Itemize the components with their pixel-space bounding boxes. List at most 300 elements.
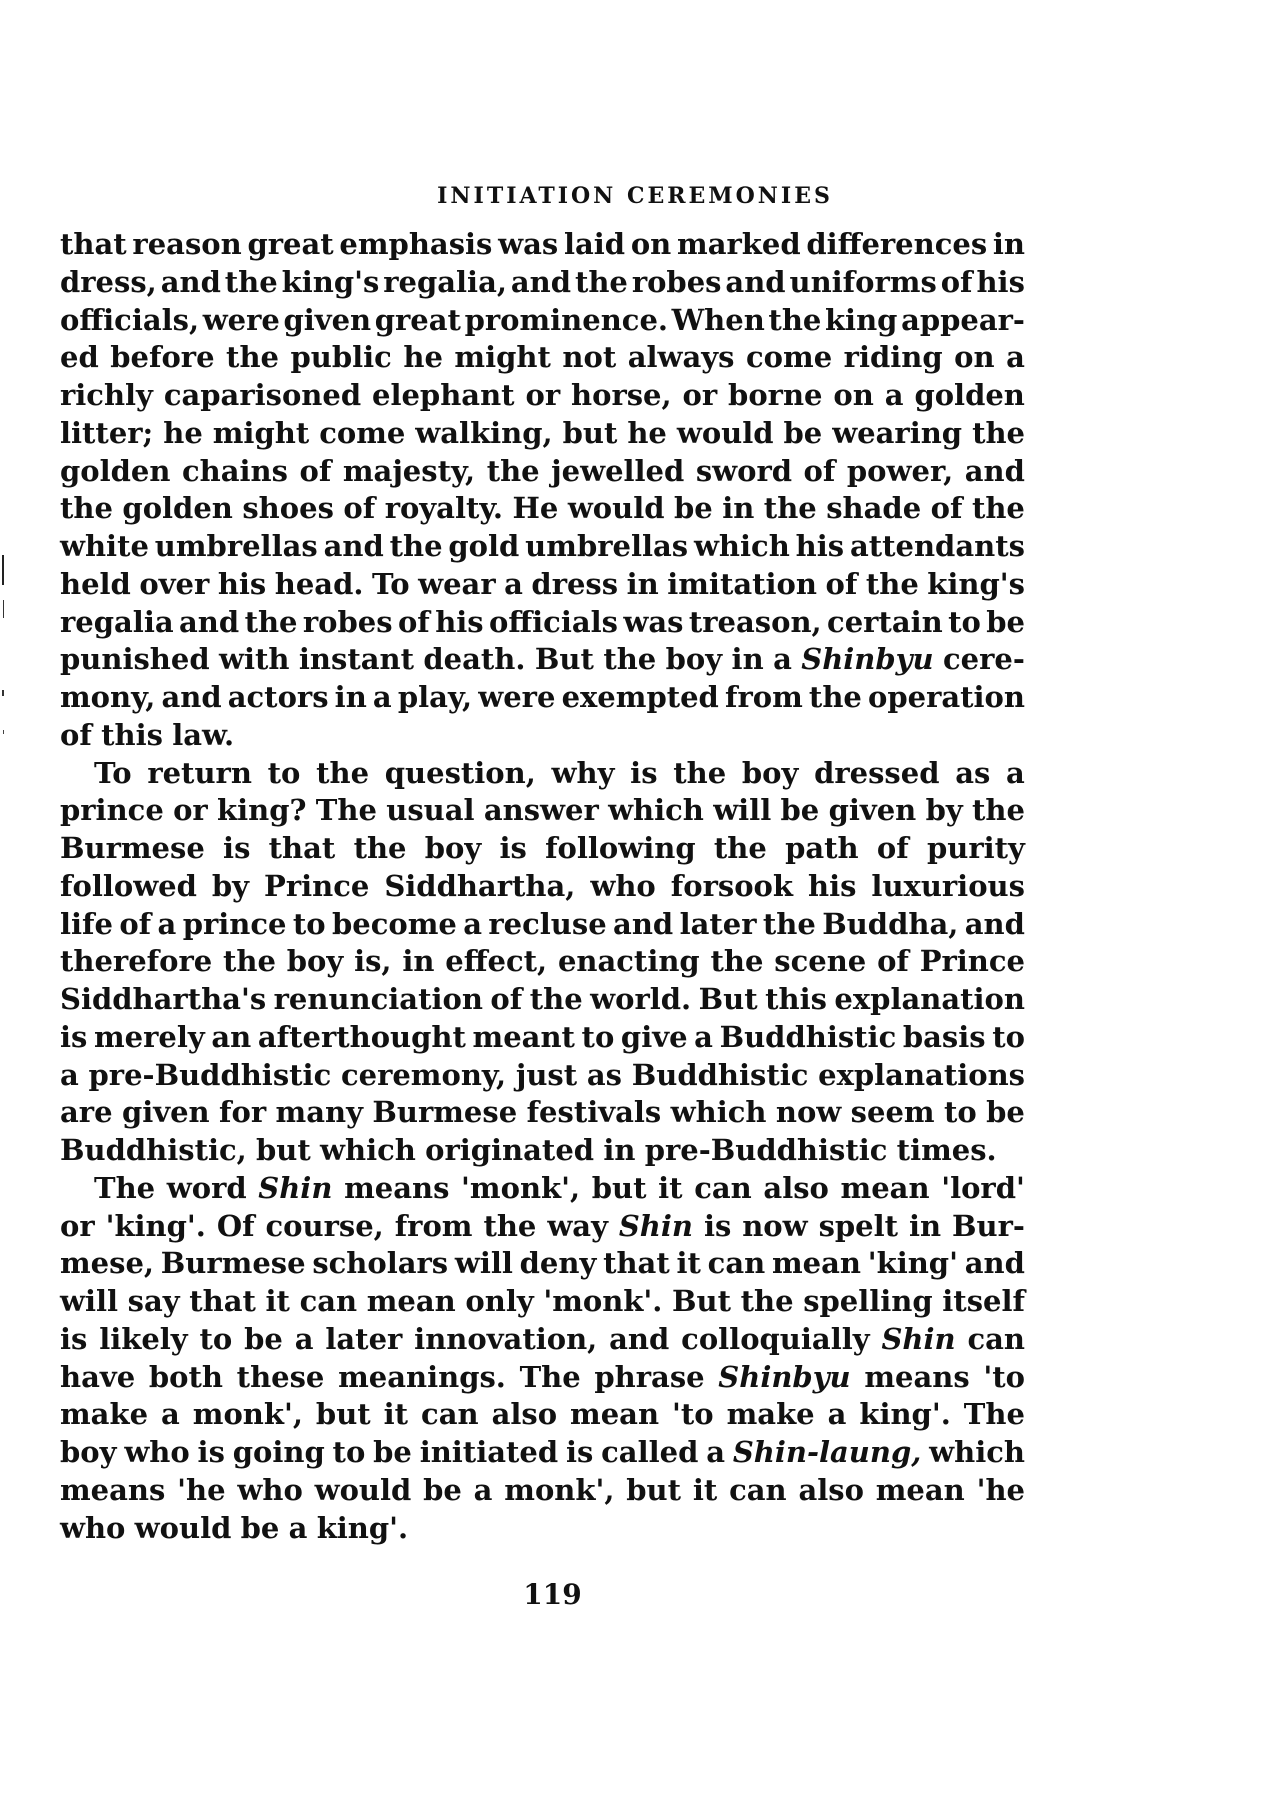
word: forsook bbox=[670, 868, 793, 903]
word: or bbox=[60, 1208, 95, 1243]
word: is bbox=[703, 1208, 732, 1243]
word: spelt bbox=[818, 1208, 899, 1243]
word: who bbox=[60, 1510, 126, 1545]
word: horse, bbox=[571, 378, 672, 412]
word: is bbox=[499, 831, 527, 865]
word: will bbox=[60, 1284, 119, 1318]
word: way bbox=[547, 1208, 608, 1243]
word: wearing bbox=[832, 415, 963, 450]
running-head: INITIATION CEREMONIES bbox=[437, 183, 833, 209]
word: is bbox=[565, 1435, 594, 1469]
word: with bbox=[219, 642, 290, 677]
word: is bbox=[630, 755, 658, 790]
word: 'monk'. bbox=[543, 1284, 663, 1318]
word: be bbox=[244, 1321, 283, 1356]
word: that bbox=[603, 1246, 670, 1281]
word: a bbox=[773, 642, 792, 677]
word: differences bbox=[806, 227, 988, 261]
word: in bbox=[908, 1208, 942, 1243]
text-line bbox=[60, 755, 1025, 793]
word: given bbox=[283, 302, 372, 337]
word: mean bbox=[570, 1397, 660, 1432]
word: imitation bbox=[667, 566, 817, 601]
word: a bbox=[288, 1510, 308, 1545]
word: by bbox=[211, 868, 250, 903]
text-line bbox=[60, 604, 1025, 642]
word: Buddhistic, bbox=[60, 1133, 247, 1167]
word: sword bbox=[695, 453, 793, 488]
word: have bbox=[60, 1359, 136, 1394]
word: make bbox=[726, 1397, 815, 1432]
word: also bbox=[798, 1472, 864, 1507]
word: be bbox=[783, 415, 823, 450]
word: be bbox=[673, 491, 713, 526]
word: in bbox=[722, 491, 755, 526]
word: always bbox=[627, 340, 735, 375]
word: power, bbox=[846, 453, 954, 488]
word: innovation, bbox=[414, 1321, 598, 1356]
word: a bbox=[827, 1397, 847, 1432]
word: also bbox=[491, 1397, 558, 1432]
text-line bbox=[60, 1208, 1025, 1246]
word: umbrellas bbox=[525, 529, 689, 563]
word: richly bbox=[60, 378, 153, 412]
word: 'he bbox=[177, 1472, 226, 1507]
word: originated bbox=[425, 1133, 595, 1167]
word: purity bbox=[926, 831, 1025, 865]
word: was bbox=[623, 604, 684, 639]
word: times. bbox=[896, 1133, 997, 1167]
word: the bbox=[865, 566, 919, 601]
word: in bbox=[402, 944, 435, 979]
word: white bbox=[60, 529, 149, 563]
word: therefore bbox=[60, 944, 213, 979]
word: a bbox=[372, 680, 392, 714]
word: appear- bbox=[901, 302, 1025, 337]
word: prince bbox=[182, 906, 287, 941]
word: play, bbox=[397, 680, 473, 714]
word: 'king' bbox=[867, 1246, 958, 1281]
word: to bbox=[581, 1019, 615, 1054]
word: now bbox=[742, 1208, 808, 1243]
word: boy bbox=[286, 944, 344, 979]
word: would bbox=[134, 1510, 232, 1545]
word: and bbox=[964, 906, 1025, 941]
word: king'. bbox=[316, 1510, 409, 1545]
word: of bbox=[60, 717, 92, 752]
word: recluse bbox=[488, 906, 607, 941]
word: the bbox=[389, 529, 443, 563]
word: his bbox=[435, 604, 484, 639]
text-line bbox=[60, 906, 1025, 944]
text-line bbox=[60, 792, 1025, 830]
word: of bbox=[119, 906, 152, 941]
word: Buddha, bbox=[822, 906, 959, 941]
word: this bbox=[101, 717, 163, 752]
word: of bbox=[299, 453, 332, 488]
word: robes bbox=[302, 604, 393, 639]
word: which bbox=[693, 529, 790, 563]
word: was bbox=[498, 227, 559, 261]
word: or bbox=[682, 378, 718, 412]
word: and bbox=[609, 1321, 670, 1356]
word: usual bbox=[386, 793, 475, 828]
word: can bbox=[299, 1284, 358, 1318]
word: and bbox=[613, 906, 674, 941]
word: would bbox=[314, 1472, 412, 1507]
word: 'king'. bbox=[105, 1208, 206, 1243]
word: give bbox=[620, 1019, 688, 1054]
word: death. bbox=[423, 642, 526, 677]
word: return bbox=[147, 755, 252, 790]
word: a bbox=[463, 906, 483, 941]
text-line bbox=[60, 679, 1025, 717]
word: or bbox=[525, 378, 561, 412]
word: were bbox=[202, 302, 280, 337]
word: golden bbox=[122, 491, 233, 526]
word: a bbox=[294, 1321, 314, 1356]
word: golden bbox=[60, 453, 171, 488]
text-line bbox=[60, 1057, 1025, 1095]
word: is bbox=[197, 1435, 225, 1469]
word: mean bbox=[875, 1472, 965, 1507]
word: likely bbox=[99, 1321, 188, 1356]
word: as bbox=[586, 1057, 622, 1092]
word: going bbox=[232, 1435, 325, 1469]
word: But bbox=[672, 1284, 731, 1318]
word: explanations bbox=[818, 1057, 1025, 1092]
word: scholars bbox=[312, 1246, 449, 1281]
word: But bbox=[698, 982, 758, 1016]
word: dress, bbox=[60, 264, 157, 299]
word: from bbox=[724, 680, 803, 714]
word: monk', bbox=[504, 1472, 615, 1507]
word: Burmese bbox=[160, 1246, 306, 1281]
word: itself bbox=[942, 1284, 1025, 1318]
word: it bbox=[676, 1246, 701, 1281]
word: great bbox=[374, 302, 461, 337]
word: to bbox=[948, 604, 981, 639]
word: jewelled bbox=[551, 453, 685, 488]
word: on bbox=[833, 378, 874, 412]
word: it bbox=[658, 1170, 683, 1205]
word: a bbox=[473, 1472, 493, 1507]
word: boy bbox=[60, 1435, 117, 1469]
word: it bbox=[383, 1397, 409, 1432]
word: reason bbox=[132, 227, 242, 261]
word: but bbox=[591, 1170, 647, 1205]
word: also bbox=[763, 1170, 829, 1205]
word: but bbox=[562, 415, 618, 450]
text-line bbox=[60, 1245, 1025, 1283]
text-line bbox=[60, 226, 1025, 264]
word: The bbox=[519, 1359, 581, 1394]
word: answer bbox=[483, 793, 599, 828]
text-line bbox=[60, 1359, 1025, 1397]
text-line bbox=[60, 566, 1025, 604]
word: make bbox=[60, 1397, 149, 1432]
word: his bbox=[217, 566, 267, 601]
word: over bbox=[139, 566, 210, 601]
word: is bbox=[223, 831, 251, 865]
word: both bbox=[148, 1359, 223, 1394]
word: prince bbox=[60, 793, 164, 828]
word: by bbox=[925, 793, 963, 828]
word: regalia, bbox=[383, 264, 507, 299]
word: public bbox=[290, 340, 392, 375]
word: a bbox=[161, 1397, 180, 1432]
word: head. bbox=[274, 566, 364, 601]
text-line bbox=[60, 1170, 1025, 1208]
text-line bbox=[60, 943, 1025, 981]
word: path bbox=[785, 831, 859, 865]
text-line bbox=[60, 1396, 1025, 1434]
word: who bbox=[124, 1435, 190, 1469]
word: the bbox=[768, 302, 822, 337]
text-line bbox=[60, 528, 1025, 566]
word: of bbox=[490, 982, 523, 1016]
word: his bbox=[807, 868, 857, 903]
word: not bbox=[562, 340, 617, 375]
word: can bbox=[967, 1321, 1025, 1356]
word: that bbox=[189, 1284, 256, 1318]
word: certain bbox=[827, 604, 943, 639]
word: who bbox=[237, 1472, 303, 1507]
word: the bbox=[224, 264, 278, 299]
text-line bbox=[60, 377, 1025, 415]
word: the bbox=[60, 491, 113, 526]
word: come bbox=[319, 415, 406, 450]
word: instant bbox=[298, 642, 414, 677]
word: umbrellas bbox=[154, 529, 318, 563]
word: a bbox=[706, 1435, 725, 1469]
word: monk', bbox=[192, 1397, 303, 1432]
word: his bbox=[795, 529, 845, 563]
word: mean bbox=[366, 1284, 456, 1318]
word: is bbox=[60, 1019, 88, 1054]
word: boy bbox=[424, 831, 482, 865]
word: law. bbox=[172, 717, 235, 752]
word: of bbox=[343, 491, 376, 526]
text-line bbox=[60, 264, 1025, 302]
word: 'to bbox=[983, 1359, 1025, 1394]
word: a bbox=[504, 566, 523, 601]
word: and bbox=[964, 1246, 1025, 1281]
word: are bbox=[60, 1095, 113, 1130]
word: Shin bbox=[618, 1208, 693, 1243]
word: can bbox=[729, 1472, 787, 1507]
page-number: 119 bbox=[523, 1578, 582, 1611]
text-line bbox=[60, 868, 1025, 906]
word: a bbox=[694, 1019, 713, 1054]
word: will bbox=[454, 1246, 513, 1281]
word: of bbox=[940, 264, 973, 299]
text-line bbox=[60, 415, 1025, 453]
word: that bbox=[60, 227, 127, 261]
word: Of bbox=[216, 1208, 255, 1243]
word: the bbox=[713, 831, 767, 865]
word: he bbox=[163, 415, 203, 450]
word: many bbox=[275, 1095, 363, 1130]
word: a bbox=[1006, 340, 1025, 375]
word: on bbox=[954, 340, 995, 375]
word: be bbox=[373, 1435, 412, 1469]
word: he bbox=[403, 340, 443, 375]
word: be bbox=[240, 1510, 280, 1545]
word: a bbox=[884, 378, 904, 412]
word: The bbox=[963, 1397, 1025, 1432]
word: he bbox=[627, 415, 667, 450]
word: is, bbox=[354, 944, 392, 979]
word: can bbox=[421, 1397, 479, 1432]
word: the bbox=[529, 982, 583, 1016]
word: Buddhistic bbox=[631, 1057, 809, 1092]
scan-edge-specks bbox=[0, 0, 10, 1800]
word: mony, bbox=[60, 680, 156, 714]
word: But bbox=[534, 642, 594, 677]
word: means bbox=[344, 1170, 450, 1205]
word: mean bbox=[840, 1170, 930, 1205]
word: to bbox=[267, 755, 301, 790]
word: walking, bbox=[415, 415, 553, 450]
word: just bbox=[515, 1057, 578, 1092]
word: from bbox=[394, 1208, 473, 1243]
word: attendants bbox=[849, 529, 1025, 563]
word: the bbox=[763, 491, 817, 526]
word: the bbox=[808, 680, 862, 714]
word: in bbox=[603, 1133, 636, 1167]
word: of bbox=[877, 944, 909, 979]
word: an bbox=[211, 1019, 252, 1054]
word: to bbox=[944, 1095, 977, 1130]
word: of bbox=[397, 604, 430, 639]
text-line bbox=[60, 1283, 1025, 1321]
body-text bbox=[60, 226, 1025, 1547]
word: and bbox=[510, 264, 572, 299]
word: the bbox=[483, 1208, 537, 1243]
word: but bbox=[315, 1397, 371, 1432]
text-line bbox=[60, 1019, 1025, 1057]
word: say bbox=[127, 1284, 180, 1318]
word: 'he bbox=[976, 1472, 1025, 1507]
word: following bbox=[545, 831, 696, 865]
word: wear bbox=[418, 566, 496, 601]
word: actors bbox=[227, 680, 329, 714]
word: the bbox=[244, 604, 298, 639]
word: now bbox=[775, 1095, 842, 1130]
word: it bbox=[692, 1472, 718, 1507]
word: in bbox=[731, 642, 764, 677]
word: king's bbox=[927, 566, 1025, 601]
text-line bbox=[60, 641, 1025, 679]
word: boy bbox=[665, 642, 723, 677]
word: initiated bbox=[419, 1435, 559, 1469]
word: cere- bbox=[943, 642, 1025, 677]
word: Prince bbox=[919, 944, 1025, 979]
word: prominence. bbox=[464, 302, 668, 337]
word: and bbox=[160, 264, 221, 299]
word: would bbox=[676, 415, 774, 450]
word: why bbox=[551, 755, 615, 790]
word: king's bbox=[281, 264, 380, 299]
word: but bbox=[256, 1133, 311, 1167]
word: majesty, bbox=[342, 453, 476, 488]
word: means bbox=[864, 1359, 970, 1394]
word: before bbox=[110, 340, 215, 375]
word: the bbox=[486, 453, 540, 488]
word: the bbox=[574, 264, 628, 299]
text-line bbox=[60, 302, 1025, 340]
word: the bbox=[226, 340, 279, 375]
word: golden bbox=[914, 378, 1025, 412]
word: question, bbox=[384, 755, 536, 790]
word: for bbox=[219, 1095, 267, 1130]
word: to bbox=[992, 1019, 1025, 1054]
word: of bbox=[803, 453, 836, 488]
word: can bbox=[707, 1246, 766, 1281]
word: which bbox=[929, 1435, 1025, 1469]
word: uniforms bbox=[789, 264, 937, 299]
word: meant bbox=[472, 1019, 575, 1054]
word: Shin bbox=[258, 1170, 333, 1205]
word: the bbox=[316, 755, 370, 790]
word: and bbox=[179, 604, 240, 639]
word: dressed bbox=[814, 755, 940, 790]
word: ed bbox=[60, 340, 99, 375]
word: To bbox=[94, 755, 132, 790]
word: pre-Buddhistic bbox=[88, 1057, 332, 1092]
word: to bbox=[292, 906, 326, 941]
word: which bbox=[670, 1095, 767, 1130]
word: When bbox=[671, 302, 765, 337]
word: the bbox=[971, 491, 1025, 526]
word: of bbox=[876, 831, 909, 865]
word: royalty. bbox=[384, 491, 503, 526]
word: become bbox=[331, 906, 457, 941]
word: the bbox=[710, 944, 764, 979]
word: a bbox=[1006, 755, 1025, 790]
word: robes bbox=[631, 264, 722, 299]
word: to bbox=[199, 1321, 233, 1356]
word: 'monk', bbox=[461, 1170, 581, 1205]
word: life bbox=[60, 906, 113, 941]
word: officials, bbox=[60, 302, 200, 337]
word: chains bbox=[181, 453, 288, 488]
word: elephant bbox=[372, 378, 515, 412]
word: it bbox=[265, 1284, 290, 1318]
word: Buddhistic bbox=[719, 1019, 897, 1054]
word: He bbox=[512, 491, 559, 526]
word: king bbox=[824, 302, 898, 337]
word: the bbox=[972, 793, 1025, 828]
word: litter; bbox=[60, 415, 154, 450]
word: The bbox=[315, 793, 377, 828]
word: Siddhartha, bbox=[384, 868, 576, 903]
word: were bbox=[478, 680, 556, 714]
word: borne bbox=[728, 378, 823, 412]
word: the bbox=[223, 944, 276, 979]
word: and bbox=[323, 529, 384, 563]
word: which bbox=[608, 793, 704, 828]
word: this bbox=[765, 982, 827, 1016]
word: marked bbox=[677, 227, 801, 261]
word: and bbox=[964, 453, 1025, 488]
word: punished bbox=[60, 642, 210, 677]
word: given bbox=[121, 1095, 210, 1130]
word: in bbox=[626, 566, 659, 601]
word: these bbox=[236, 1359, 325, 1394]
word: be bbox=[986, 1095, 1025, 1130]
